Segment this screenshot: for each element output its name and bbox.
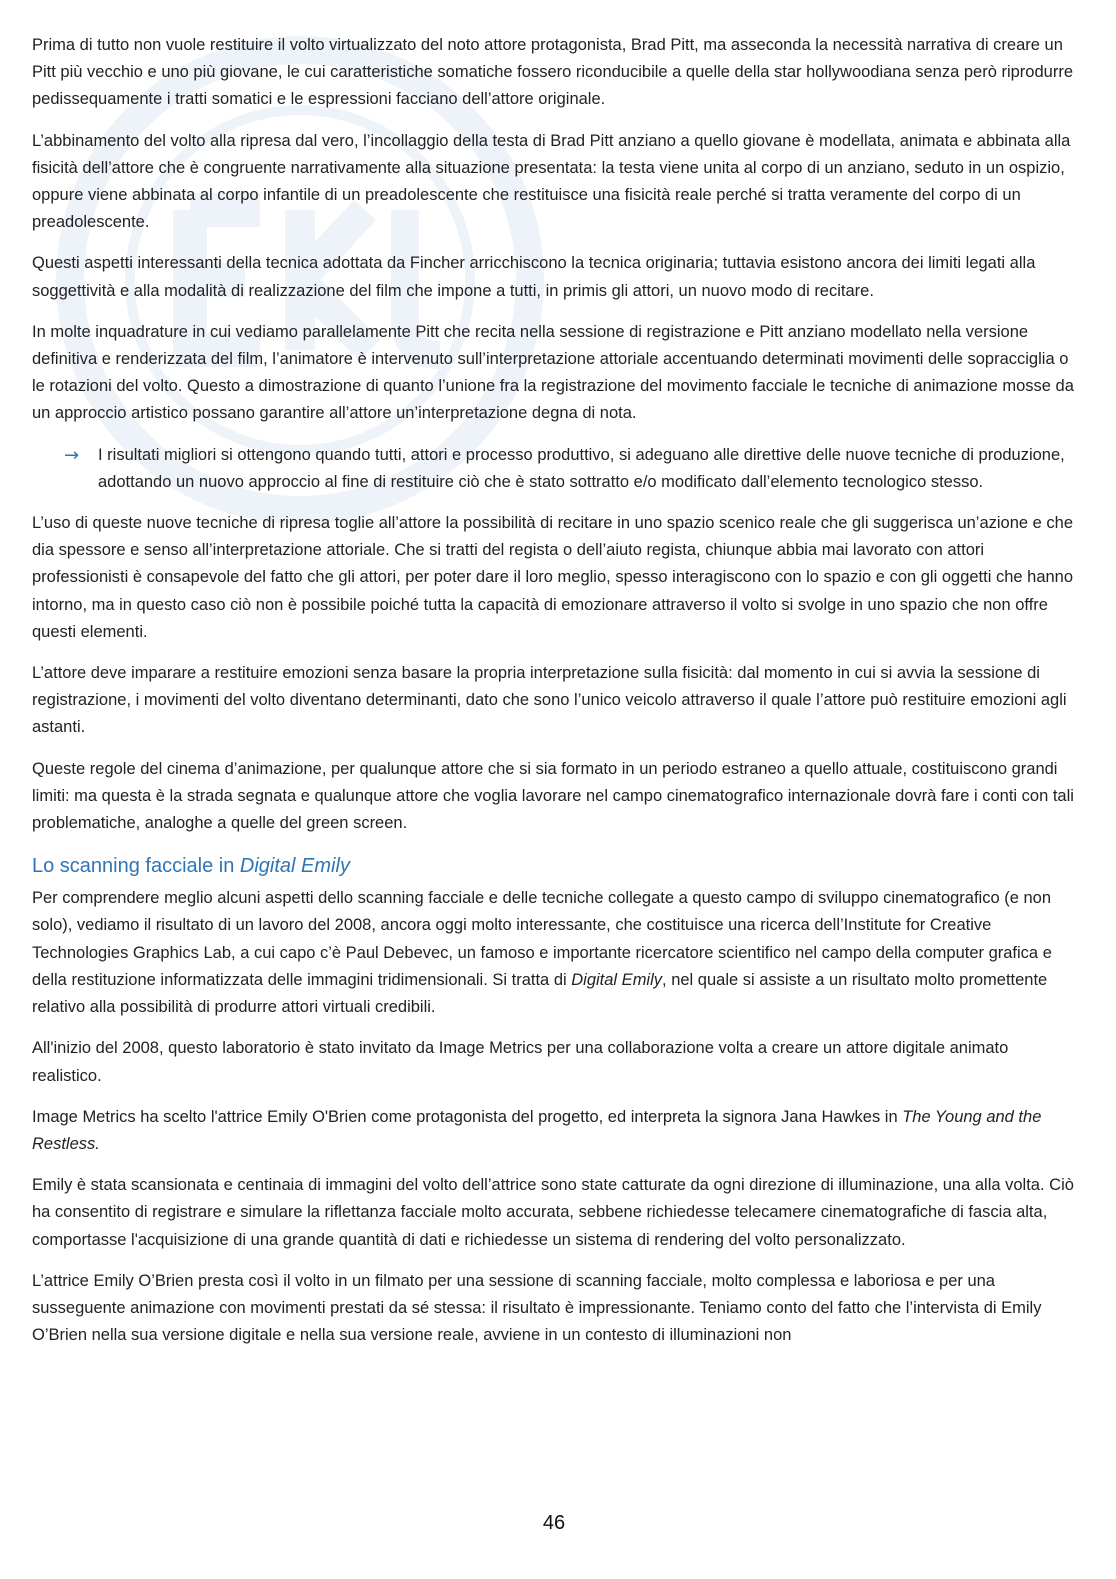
paragraph: All'inizio del 2008, questo laboratorio è stato invitato da Image Metrics per una collaborazione volta a creare un attore digitale animato realistico. (32, 1039, 1009, 1085)
section-heading (32, 851, 1078, 881)
arrow-bullet-item (64, 442, 1078, 496)
paragraph-text: Image Metrics ha scelto l'attrice Emily O'Brien come protagonista del progetto, ed interpreta la signora Jana Hawkes in (32, 1107, 903, 1126)
paragraph (32, 885, 1078, 1021)
paragraph: L’abbinamento del volto alla ripresa dal vero, l’incollaggio della testa di Brad Pitt anziano a quello giovane è modellata, animata e abbinata alla fisicità dell’attore che è congruente narrativamente alla situazione presentata: la testa viene unita al corpo di un anziano, seduto in un ospizio, oppure viene abbinata al corpo infantile di un preadolescente che restituisce una fisicità reale perché si tratta veramente del corpo di un preadolescente. (32, 131, 1071, 232)
paragraph-italic: The Young and the Restless. (32, 1107, 1042, 1153)
paragraph: Queste regole del cinema d’animazione, per qualunque attore che si sia formato in un periodo estraneo a quello attuale, costituiscono grandi limiti: ma questa è la strada segnata e qualunque attore che voglia lavorare nel campo cinematografico internazionale dovrà fare i conti con tali problematiche, analoghe a quelle del green screen. (32, 759, 1074, 833)
paragraph-text: , nel quale si assiste a un risultato molto promettente relativo alla possibilità di produrre attori virtuali credibili. (32, 970, 1048, 1017)
page-number: 46 (542, 1512, 566, 1534)
paragraph (32, 1104, 1078, 1158)
paragraph: L’uso di queste nuove tecniche di ripresa toglie all’attore la possibilità di recitare in uno spazio scenico reale che gli suggerisca un’azione e che dia spessore e senso all’interpretazione attoriale. Che si tratti del regista o dell’aiuto regista, chiunque abbia mai lavorato con attori professionisti è consapevole del fatto che gli attori, per poter dare il loro meglio, spesso interagiscono con lo spazio e con gli oggetti che hanno intorno, ma in questo caso ciò non è possibile poiché tutta la capacità di emozionare attraverso il volto si svolge in uno spazio che non offre questi elementi. (32, 514, 1074, 641)
paragraph: In molte inquadrature in cui vediamo parallelamente Pitt che recita nella sessione di registrazione e Pitt anziano modellato nella versione definitiva e renderizzata del film, l’animatore è intervenuto sull’interpretazione attoriale accentuando determinati movimenti delle sopracciglia o le rotazioni del volto. Questo a dimostrazione di quanto l’unione fra la registrazione del movimento facciale le tecniche di animazione mosse da un approccio artistico possano garantire all’attore un’interpretazione degna di nota. (32, 322, 1074, 423)
paragraph-text: Per comprendere meglio alcuni aspetti dello scanning facciale e delle tecniche collegate a questo campo di sviluppo cinematografico (e non solo), vediamo il risultato di un lavoro del 2008, ancora oggi molto interessante, che costituisce una ricerca dell’Institute for Creative Technologies Graphics Lab, a cui capo c’è Paul Debevec, un famoso e importante ricercatore scientifico nel campo della computer grafica e della restituzione informatizzata delle immagini tridimensionali. Si tratta di (32, 889, 1052, 989)
heading-italic: Digital Emily (239, 855, 350, 878)
paragraph-italic: Digital Emily (571, 970, 663, 989)
bullet-text: I risultati migliori si ottengono quando tutti, attori e processo produttivo, si adeguano alle direttive delle nuove tecniche di produzione, adottando un nuovo approccio al fine di restituire ciò che è stato sottratto e/o modificato dall’elemento tecnologico stesso. (98, 445, 1065, 491)
paragraph: Questi aspetti interessanti della tecnica adottata da Fincher arricchiscono la tecnica originaria; tuttavia esistono ancora dei limiti legati alla soggettività e alla modalità di realizzazione del film che impone a tutti, in primis gli attori, un nuovo modo di recitare. (32, 254, 1036, 300)
paragraph: Prima di tutto non vuole restituire il volto virtualizzato del noto attore protagonista, Brad Pitt, ma asseconda la necessità narrativa di creare un Pitt più vecchio e uno più giovane, le cui caratteristiche somatiche fossero riconducibile a quelle della star hollywoodiana senza però riprodurre pedissequamente i tratti somatici e le espressioni facciano dell’attore originale. (32, 36, 1073, 109)
page-content (32, 32, 1078, 1363)
heading-prefix: Lo scanning facciale in (32, 855, 240, 878)
paragraph: L’attrice Emily O’Brien presta così il volto in un filmato per una sessione di scanning facciale, molto complessa e laboriosa e per una susseguente animazione con movimenti prestati da sé stessa: il risultato è impressionante. Teniamo conto del fatto che l’intervista di Emily O’Brien nella sua versione digitale e nella sua versione reale, avviene in un contesto di illuminazioni non (32, 1271, 1042, 1345)
paragraph: L’attore deve imparare a restituire emozioni senza basare la propria interpretazione sulla fisicità: dal momento in cui si avvia la sessione di registrazione, i movimenti del volto diventano determinanti, dato che sono l’unico veicolo attraverso il quale l’attore può restituire emozioni agli astanti. (32, 664, 1067, 737)
arrow-right-icon: → (64, 444, 80, 466)
paragraph: Emily è stata scansionata e centinaia di immagini del volto dell’attrice sono state catturate da ogni direzione di illuminazione, una alla volta. Ciò ha consentito di registrare e simulare la riflettanza facciale molto accurata, sebbene richiedesse telecamere cinematografiche di fascia alta, comportasse l'acquisizione di una grande quantità di dati e richiedesse un sistema di rendering del volto personalizzato. (32, 1176, 1074, 1249)
